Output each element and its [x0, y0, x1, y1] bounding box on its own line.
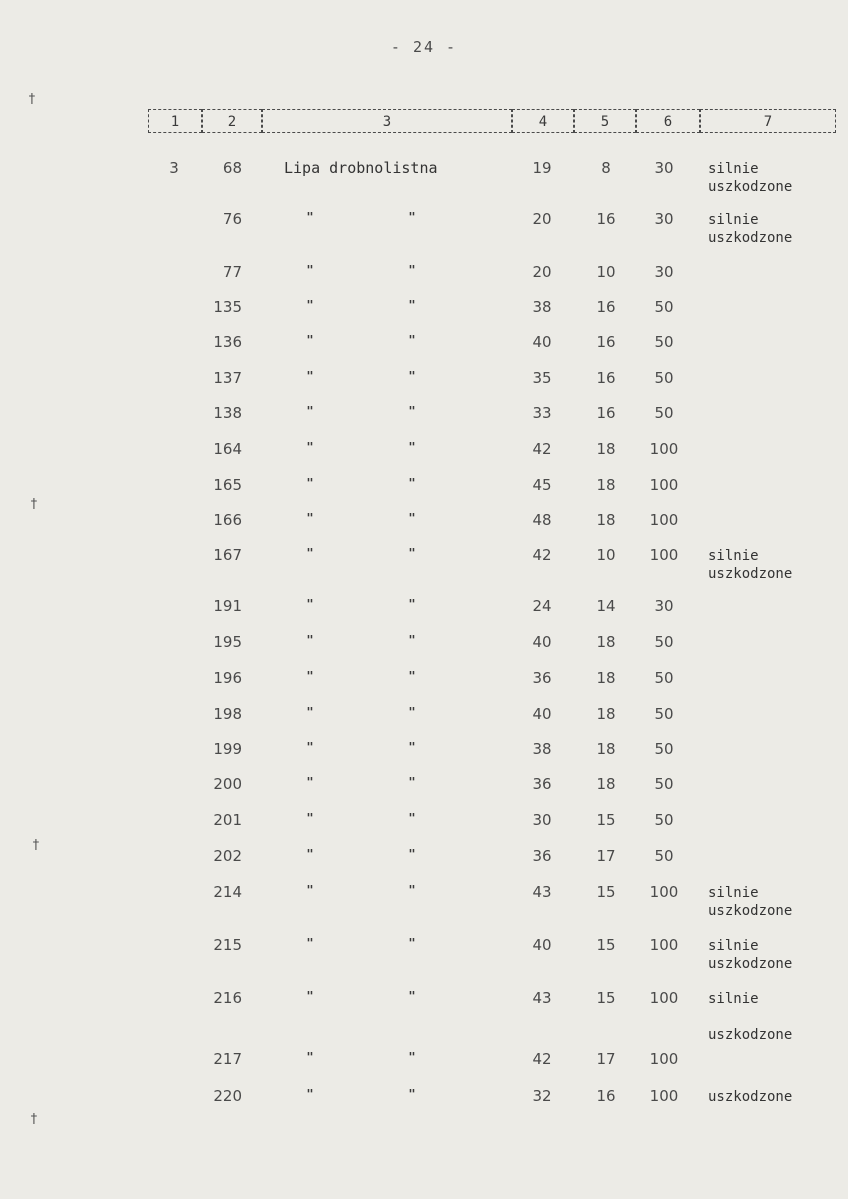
- header-col-5: 5: [574, 109, 636, 133]
- header-col-7: 7: [700, 109, 836, 133]
- ditto-mark: ": [306, 333, 314, 347]
- margin-mark: †: [32, 838, 40, 853]
- value-col-4: 43: [532, 883, 552, 901]
- value-col-5: 10: [596, 263, 616, 281]
- ditto-mark: ": [408, 404, 416, 418]
- ditto-mark: ": [306, 476, 314, 490]
- value-col-4: 36: [532, 847, 552, 865]
- value-col-4: 38: [532, 740, 552, 758]
- ditto-mark: ": [306, 597, 314, 611]
- value-col-4: 48: [532, 511, 552, 529]
- value-col-5: 17: [596, 847, 616, 865]
- tree-number: 164: [213, 440, 242, 458]
- tree-number: 196: [213, 669, 242, 687]
- tree-number: 191: [213, 597, 242, 615]
- value-col-5: 16: [596, 333, 616, 351]
- header-col-6: 6: [636, 109, 700, 133]
- ditto-mark: ": [306, 1050, 314, 1064]
- ditto-mark: ": [408, 847, 416, 861]
- tree-number: 138: [213, 404, 242, 422]
- value-col-6: 30: [654, 263, 674, 281]
- ditto-mark: ": [306, 705, 314, 719]
- value-col-5: 16: [596, 404, 616, 422]
- ditto-mark: ": [306, 811, 314, 825]
- value-col-5: 16: [596, 1087, 616, 1105]
- value-col-4: 42: [532, 546, 552, 564]
- value-col-6: 100: [649, 546, 679, 564]
- tree-number: 137: [213, 369, 242, 387]
- value-col-6: 50: [654, 775, 674, 793]
- value-col-5: 18: [596, 440, 616, 458]
- value-col-4: 42: [532, 1050, 552, 1068]
- ditto-mark: ": [408, 263, 416, 277]
- ditto-mark: ": [408, 440, 416, 454]
- tree-number: 199: [213, 740, 242, 758]
- value-col-6: 50: [654, 811, 674, 829]
- ditto-mark: ": [306, 263, 314, 277]
- value-col-5: 16: [596, 369, 616, 387]
- ditto-mark: ": [306, 210, 314, 224]
- value-col-6: 100: [649, 476, 679, 494]
- ditto-mark: ": [408, 1050, 416, 1064]
- margin-mark: †: [28, 92, 36, 107]
- ditto-mark: ": [306, 298, 314, 312]
- condition-remark: silnie uszkodzone: [708, 548, 793, 582]
- value-col-6: 30: [654, 210, 674, 228]
- ditto-mark: ": [306, 369, 314, 383]
- value-col-5: 18: [596, 511, 616, 529]
- value-col-5: 14: [596, 597, 616, 615]
- condition-remark: silnie uszkodzone: [708, 212, 793, 246]
- value-col-6: 50: [654, 740, 674, 758]
- condition-remark: uszkodzone: [708, 1089, 793, 1105]
- ditto-mark: ": [306, 883, 314, 897]
- tree-number: 68: [222, 159, 242, 177]
- ditto-mark: ": [306, 404, 314, 418]
- tree-number: 216: [213, 989, 242, 1007]
- value-col-5: 15: [596, 883, 616, 901]
- ditto-mark: ": [306, 511, 314, 525]
- value-col-6: 100: [649, 440, 679, 458]
- tree-number: 215: [213, 936, 242, 954]
- header-col-3: 3: [262, 109, 512, 133]
- value-col-4: 20: [532, 210, 552, 228]
- ditto-mark: ": [306, 847, 314, 861]
- value-col-5: 18: [596, 476, 616, 494]
- ditto-mark: ": [408, 476, 416, 490]
- condition-remark: silnie uszkodzone: [708, 161, 793, 195]
- margin-mark: †: [30, 1112, 38, 1127]
- ditto-mark: ": [306, 775, 314, 789]
- tree-number: 214: [213, 883, 242, 901]
- ditto-mark: ": [408, 775, 416, 789]
- ditto-mark: ": [306, 1087, 314, 1101]
- tree-number: 217: [213, 1050, 242, 1068]
- value-col-4: 35: [532, 369, 552, 387]
- ditto-mark: ": [408, 597, 416, 611]
- ditto-mark: ": [408, 210, 416, 224]
- value-col-4: 43: [532, 989, 552, 1007]
- value-col-5: 15: [596, 936, 616, 954]
- ditto-mark: ": [408, 546, 416, 560]
- ditto-mark: ": [408, 883, 416, 897]
- value-col-6: 100: [649, 1050, 679, 1068]
- tree-number: 200: [213, 775, 242, 793]
- header-col-1: 1: [148, 109, 202, 133]
- value-col-6: 50: [654, 333, 674, 351]
- value-col-5: 15: [596, 811, 616, 829]
- tree-number: 220: [213, 1087, 242, 1105]
- tree-number: 135: [213, 298, 242, 316]
- ditto-mark: ": [408, 333, 416, 347]
- tree-number: 77: [222, 263, 242, 281]
- ditto-mark: ": [306, 633, 314, 647]
- tree-number: 202: [213, 847, 242, 865]
- value-col-5: 18: [596, 705, 616, 723]
- ditto-mark: ": [408, 1087, 416, 1101]
- ditto-mark: ": [408, 369, 416, 383]
- value-col-4: 30: [532, 811, 552, 829]
- value-col-6: 30: [654, 159, 674, 177]
- value-col-5: 10: [596, 546, 616, 564]
- value-col-5: 18: [596, 669, 616, 687]
- value-col-4: 19: [532, 159, 552, 177]
- tree-number: 198: [213, 705, 242, 723]
- group-number: 3: [169, 159, 179, 177]
- value-col-5: 18: [596, 740, 616, 758]
- value-col-4: 40: [532, 705, 552, 723]
- value-col-6: 100: [649, 1087, 679, 1105]
- ditto-mark: ": [408, 811, 416, 825]
- value-col-4: 40: [532, 633, 552, 651]
- ditto-mark: ": [408, 669, 416, 683]
- value-col-6: 50: [654, 669, 674, 687]
- value-col-6: 100: [649, 511, 679, 529]
- value-col-4: 24: [532, 597, 552, 615]
- header-col-2: 2: [202, 109, 262, 133]
- ditto-mark: ": [306, 740, 314, 754]
- value-col-5: 18: [596, 775, 616, 793]
- value-col-4: 38: [532, 298, 552, 316]
- value-col-5: 16: [596, 210, 616, 228]
- value-col-6: 100: [649, 936, 679, 954]
- value-col-6: 50: [654, 298, 674, 316]
- value-col-4: 40: [532, 936, 552, 954]
- ditto-mark: ": [408, 633, 416, 647]
- value-col-5: 8: [601, 159, 611, 177]
- value-col-6: 50: [654, 705, 674, 723]
- value-col-6: 30: [654, 597, 674, 615]
- tree-number: 195: [213, 633, 242, 651]
- page-number: - 24 -: [390, 38, 458, 56]
- value-col-4: 36: [532, 669, 552, 687]
- value-col-6: 100: [649, 989, 679, 1007]
- value-col-4: 32: [532, 1087, 552, 1105]
- tree-number: 166: [213, 511, 242, 529]
- ditto-mark: ": [306, 440, 314, 454]
- ditto-mark: ": [306, 669, 314, 683]
- value-col-4: 20: [532, 263, 552, 281]
- value-col-4: 36: [532, 775, 552, 793]
- condition-remark: silnie uszkodzone: [708, 885, 793, 919]
- value-col-4: 33: [532, 404, 552, 422]
- tree-number: 201: [213, 811, 242, 829]
- ditto-mark: ": [306, 546, 314, 560]
- ditto-mark: ": [408, 936, 416, 950]
- ditto-mark: ": [408, 511, 416, 525]
- value-col-6: 100: [649, 883, 679, 901]
- ditto-mark: ": [408, 740, 416, 754]
- condition-remark: silnie uszkodzone: [708, 938, 793, 972]
- ditto-mark: ": [408, 989, 416, 1003]
- value-col-6: 50: [654, 633, 674, 651]
- value-col-4: 40: [532, 333, 552, 351]
- ditto-mark: ": [408, 705, 416, 719]
- value-col-5: 18: [596, 633, 616, 651]
- ditto-mark: ": [408, 298, 416, 312]
- value-col-4: 42: [532, 440, 552, 458]
- value-col-5: 16: [596, 298, 616, 316]
- value-col-6: 50: [654, 847, 674, 865]
- ditto-mark: ": [306, 936, 314, 950]
- value-col-6: 50: [654, 369, 674, 387]
- ditto-mark: ": [306, 989, 314, 1003]
- tree-number: 76: [222, 210, 242, 228]
- value-col-5: 17: [596, 1050, 616, 1068]
- condition-remark: silnie uszkodzone: [708, 991, 793, 1043]
- tree-number: 165: [213, 476, 242, 494]
- tree-number: 136: [213, 333, 242, 351]
- value-col-6: 50: [654, 404, 674, 422]
- value-col-4: 45: [532, 476, 552, 494]
- header-col-4: 4: [512, 109, 574, 133]
- species-name: Lipa drobnolistna: [284, 159, 438, 177]
- value-col-5: 15: [596, 989, 616, 1007]
- tree-number: 167: [213, 546, 242, 564]
- margin-mark: †: [30, 497, 38, 512]
